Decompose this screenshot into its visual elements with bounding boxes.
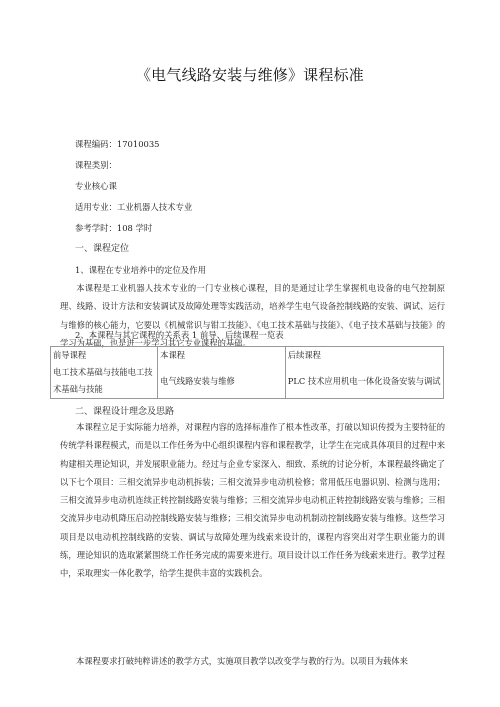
subsection-heading: 1、课程在专业培养中的定位及作用 <box>75 265 206 275</box>
paragraph <box>60 279 445 352</box>
paragraph-text: 本课程要求打破纯粹讲述的教学方式，实施项目教学以改变学与教的行为。以项目为载体来 <box>76 656 408 666</box>
subsection-heading: 2、本课程与其它课程的关系表 1 前导、后续课程一览表 <box>75 330 284 340</box>
paragraph-text: 本课程立足于实际能力培养，对课程内容的选择标准作了根本性改革，打破以知识传授为主要特征的传统学科课程模式，而是以工作任务为中心组织课程内容和课程教学，让学生在完成具体项目的过程中来构建相关理论知识，并发展职业能力。经过与企业专家深入、细致、系统的讨论分析，本课程最终确定了以下七个项目：三相交流异步电动机拆装；三相交流异步电动机检修；常用低压电器识别、检测与选用；三相交流异步电动机连续正转控制线路安装与维修；三相交流异步电动机正转控制线路安装与维修；三相交流异步电动机降压启动控制线路安装与维修；三相交流异步电动机制动控制线路安装与维修。这些学习项目是以电动机控制线路的安装、调试与故障处理为线索来设计的，课程内容突出对学生职业能力的训练，理论知识的选取紧紧围绕工作任务完成的需要来进行。项目设计以工作任务为线索来进行。教学过程中，采取理实一体化教学，给学生提供丰富的实践机会。 <box>60 422 445 579</box>
table-cell-current: 电气线路安装与维修 <box>158 364 286 399</box>
section-heading: 二、课程设计理念及思路 <box>75 407 175 417</box>
course-relation-table <box>50 346 444 399</box>
paragraph <box>60 652 445 670</box>
course-code: 课程编码：17010035 <box>75 139 160 149</box>
applicable-major: 适用专业：工业机器人技术专业 <box>75 202 193 212</box>
course-category: 课程类别： <box>75 160 117 170</box>
doc-title: 《电气线路安装与维修》课程标准 <box>135 66 364 84</box>
table-header: 前导课程 <box>51 347 158 365</box>
table-row <box>51 364 444 399</box>
section-heading: 一、课程定位 <box>75 244 130 254</box>
reference-hours: 参考学时：108 学时 <box>75 223 153 233</box>
course-category-value: 专业核心课 <box>75 181 117 191</box>
paragraph-text: 本课程是工业机器人技术专业的一门专业核心课程，目的是通过让学生掌握机电设备的电气控制原理、线路、设计方法和安装调试及故障处理等实践活动，培养学生电气设备控制线路的安装、调试、运行与维修的核心能力，它要以《机械常识与钳工技能》、《电工技术基础与技能》、《电子技术基础与技能》的学习为基础，也是进一步学习其它专业课程的基础。 <box>60 283 445 348</box>
table-cell-next: PLC 技术应用机电一体化设备安装与调试 <box>285 364 443 399</box>
table-cell-prev: 电工技术基础与技能电工技术基础与技能 <box>51 364 158 399</box>
table-header: 后续课程 <box>285 347 443 365</box>
table-header-row <box>51 347 444 365</box>
table-header: 本课程 <box>158 347 286 365</box>
paragraph <box>60 418 445 583</box>
